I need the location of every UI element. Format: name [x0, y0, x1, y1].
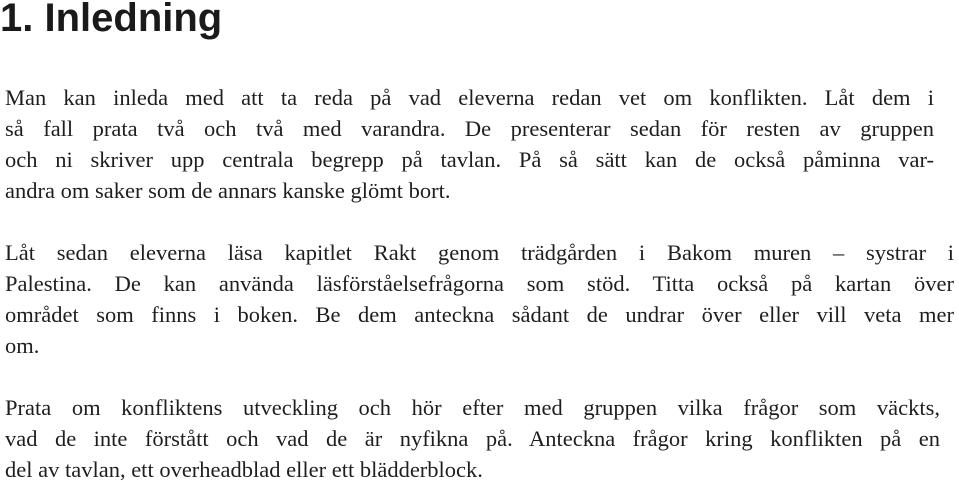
- paragraph-line: Prata om konfliktens utveckling och hör efter med gruppen vilka frågor som väckts,: [5, 395, 940, 420]
- paragraph-line: Låt sedan eleverna läsa kapitlet Rakt genom trädgården i Bakom muren – systrar i: [5, 240, 954, 265]
- paragraph-line: Man kan inleda med att ta reda på vad eleverna redan vet om konflikten. Låt dem i: [5, 85, 934, 110]
- paragraph-line: så fall prata två och två med varandra. De presenterar sedan för resten av gruppen: [5, 116, 934, 141]
- paragraph-line: och ni skriver upp centrala begrepp på tavlan. På så sätt kan de också påminna var-: [5, 147, 934, 172]
- paragraph-line: del av tavlan, ett overheadblad eller ett blädderblock.: [5, 457, 483, 482]
- paragraph-line: vad de inte förstått och vad de är nyfikna på. Anteckna frågor kring konflikten på en: [5, 426, 940, 451]
- paragraph-discussion: [5, 392, 940, 482]
- section-heading: 1. Inledning: [0, 0, 223, 40]
- paragraph-line: Palestina. De kan använda läsförståelsefrågorna som stöd. Titta också på kartan över: [5, 271, 954, 296]
- paragraph-line: området som finns i boken. Be dem anteckna sådant de undrar över eller vill veta mer: [5, 302, 954, 327]
- paragraph-line: andra om saker som de annars kanske glömt bort.: [5, 178, 451, 203]
- paragraph-intro: [5, 82, 934, 206]
- paragraph-line: om.: [5, 333, 40, 358]
- paragraph-reading: [5, 237, 954, 361]
